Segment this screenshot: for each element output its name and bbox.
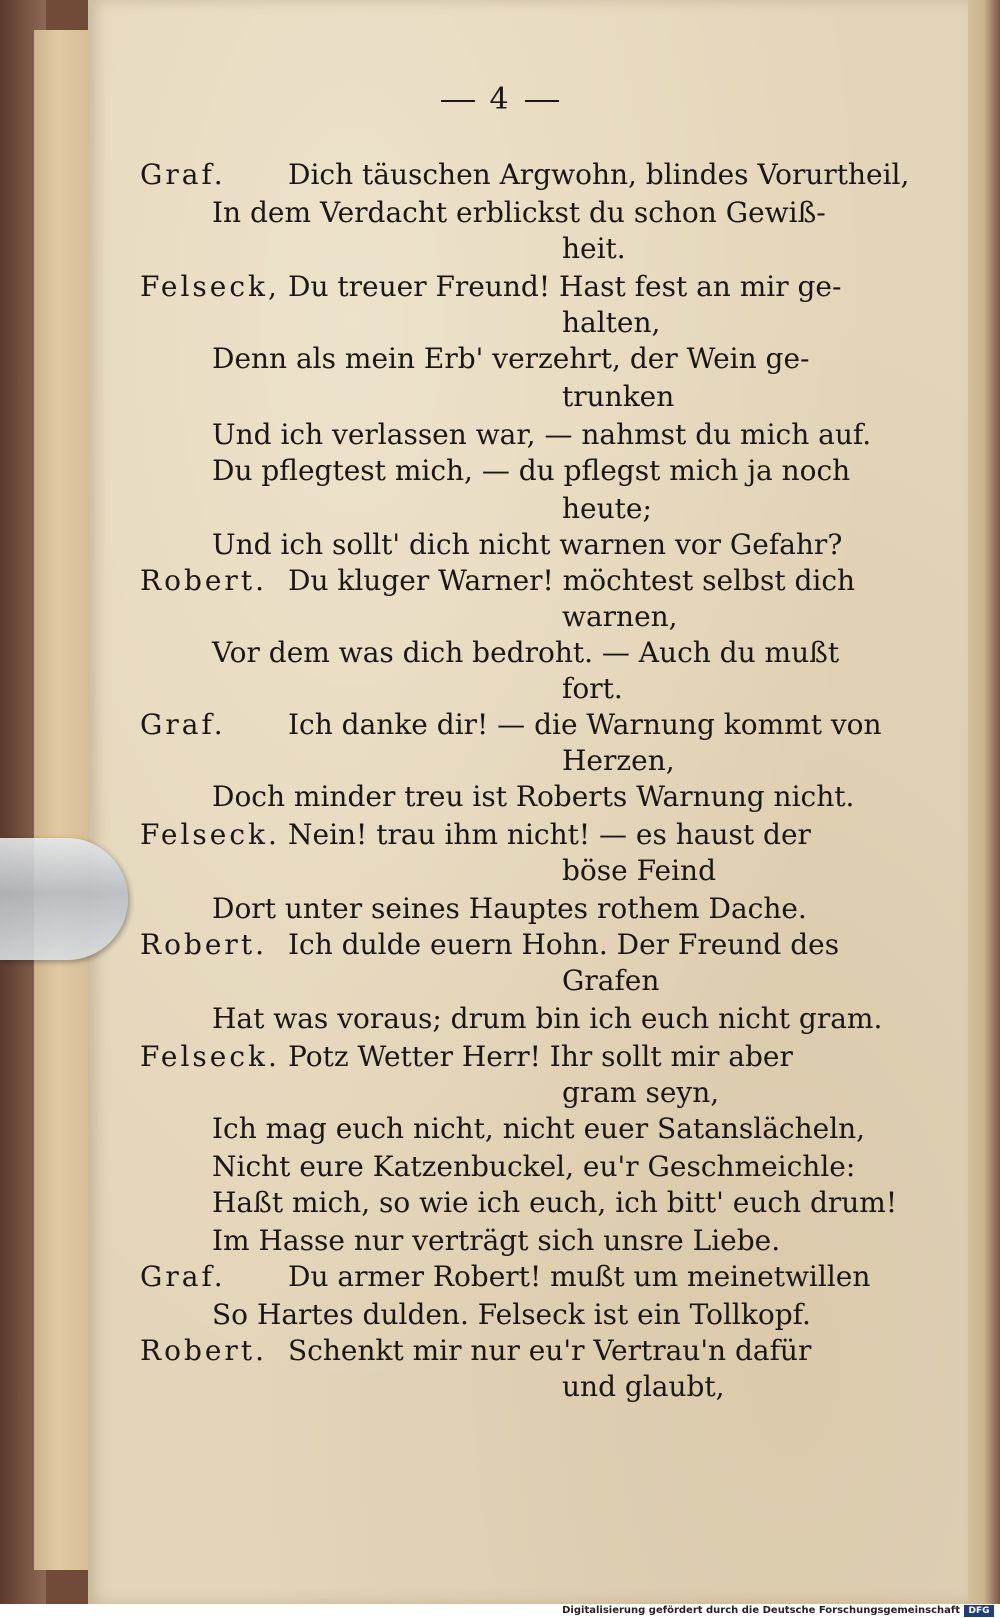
speaker-name: Robert. xyxy=(140,564,267,597)
play-line xyxy=(140,158,909,191)
play-line-continuation: Herzen, xyxy=(562,744,675,777)
dfg-logo: DFG xyxy=(964,1605,994,1617)
play-line-continuation: heute; xyxy=(562,492,652,525)
verse-text: Schenkt mir nur eu'r Vertrau'n dafür xyxy=(288,1334,812,1367)
page-clip xyxy=(0,838,128,960)
play-line: Dort unter seines Hauptes rothem Dache. xyxy=(212,892,807,925)
dash-left xyxy=(441,100,475,102)
play-line xyxy=(140,564,855,597)
play-line: Doch minder treu ist Roberts Warnung nicht. xyxy=(212,780,855,813)
speaker-name: Felseck. xyxy=(140,818,280,851)
play-line: Hat was voraus; drum bin ich euch nicht gram. xyxy=(212,1002,883,1035)
speaker-name: Felseck. xyxy=(140,1040,280,1073)
play-line xyxy=(140,708,882,741)
play-line: So Hartes dulden. Felseck ist ein Tollkopf. xyxy=(212,1298,811,1331)
page-fore-edge xyxy=(968,0,1000,1604)
play-line-continuation: fort. xyxy=(562,672,623,705)
play-line-continuation: und glaubt, xyxy=(562,1370,725,1403)
play-line: Du pflegtest mich, — du pflegst mich ja noch xyxy=(212,454,851,487)
verse-text: Du kluger Warner! möchtest selbst dich xyxy=(288,564,856,597)
verse-text: Nein! trau ihm nicht! — es haust der xyxy=(288,818,811,851)
play-line: Und ich verlassen war, — nahmst du mich auf. xyxy=(212,418,872,451)
verse-text: Ich danke dir! — die Warnung kommt von xyxy=(288,708,882,741)
play-line: Im Hasse nur verträgt sich unsre Liebe. xyxy=(212,1224,781,1257)
verse-text: Dich täuschen Argwohn, blindes Vorurtheil, xyxy=(288,158,910,191)
play-line-continuation: warnen, xyxy=(562,600,678,633)
speaker-name: Robert. xyxy=(140,928,267,961)
previous-page-edge xyxy=(34,30,95,1570)
page-number-value: 4 xyxy=(489,82,511,117)
play-line xyxy=(140,1040,793,1073)
page-number xyxy=(400,82,600,117)
verse-text: Potz Wetter Herr! Ihr sollt mir aber xyxy=(288,1040,793,1073)
play-line: Nicht eure Katzenbuckel, eu'r Geschmeichle: xyxy=(212,1150,856,1183)
play-line-continuation: gram seyn, xyxy=(562,1076,720,1109)
verse-text: Du treuer Freund! Hast fest an mir ge- xyxy=(288,270,842,303)
speaker-name: Robert. xyxy=(140,1334,267,1367)
play-line: Haßt mich, so wie ich euch, ich bitt' euch drum! xyxy=(212,1186,898,1219)
play-line xyxy=(140,1260,870,1293)
play-line-continuation: heit. xyxy=(562,232,626,265)
speaker-name: Felseck, xyxy=(140,270,280,303)
play-line-continuation: Grafen xyxy=(562,964,660,997)
verse-text: Ich dulde euern Hohn. Der Freund des xyxy=(288,928,840,961)
digitization-credit: Digitalisierung gefördert durch die Deutsche Forschungsgemeinschaft xyxy=(562,1605,960,1616)
play-line-continuation: böse Feind xyxy=(562,854,716,887)
play-line: In dem Verdacht erblickst du schon Gewiß- xyxy=(212,196,826,229)
play-line xyxy=(140,818,811,851)
play-line: Und ich sollt' dich nicht warnen vor Gefahr? xyxy=(212,528,843,561)
play-line: Denn als mein Erb' verzehrt, der Wein ge- xyxy=(212,342,810,375)
play-line-continuation: halten, xyxy=(562,306,661,339)
play-line: Vor dem was dich bedroht. — Auch du mußt xyxy=(212,636,840,669)
play-line-continuation: trunken xyxy=(562,380,675,413)
play-line xyxy=(140,928,839,961)
dash-right xyxy=(525,100,559,102)
speaker-name: Graf. xyxy=(140,1260,226,1293)
speaker-name: Graf. xyxy=(140,708,226,741)
verse-text: Du armer Robert! mußt um meinetwillen xyxy=(288,1260,871,1293)
speaker-name: Graf. xyxy=(140,158,226,191)
play-line: Ich mag euch nicht, nicht euer Satanslächeln, xyxy=(212,1112,866,1145)
play-line xyxy=(140,1334,811,1367)
play-line xyxy=(140,270,841,303)
